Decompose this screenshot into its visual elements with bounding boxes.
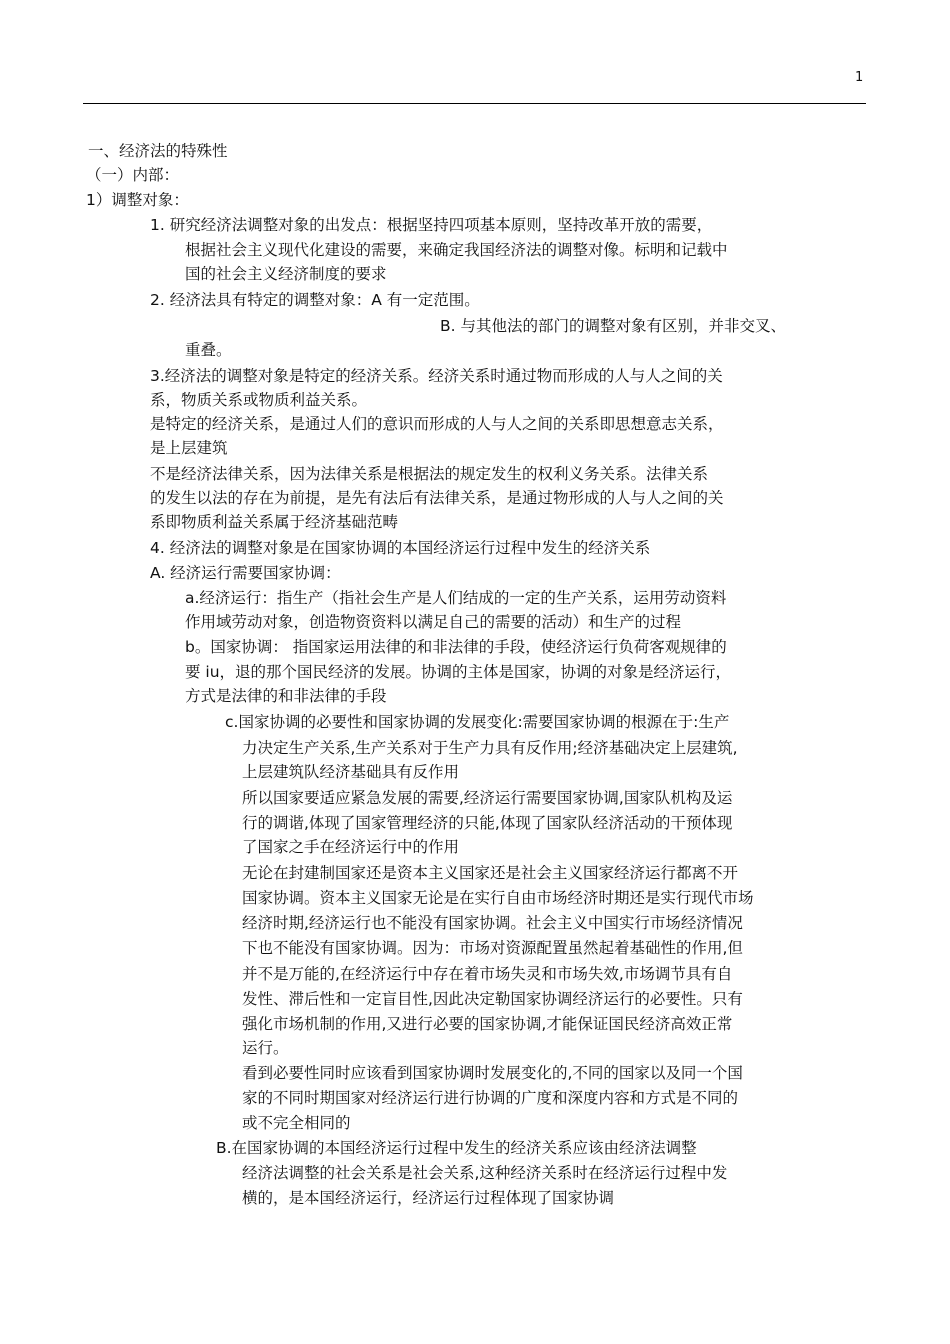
paragraph-line: b。国家协调： 指国家运用法律的和非法律的手段，使经济运行负荷客观规律的	[185, 638, 727, 656]
paragraph-line: 方式是法律的和非法律的手段	[185, 687, 387, 705]
subsection-heading: （一）内部：	[86, 166, 180, 184]
paragraph-line: 是上层建筑	[150, 439, 228, 457]
paragraph-line: 重叠。	[185, 341, 232, 359]
header-rule	[83, 103, 866, 104]
paragraph-line: 系即物质利益关系属于经济基础范畴	[150, 513, 399, 531]
paragraph-line: 强化市场机制的作用,又进行必要的国家协调,才能保证国民经济高效正常	[242, 1015, 733, 1033]
paragraph-line: 根据社会主义现代化建设的需要，来确定我国经济法的调整对像。标明和记载中	[185, 241, 728, 259]
item-heading: 1）调整对象：	[86, 191, 189, 209]
paragraph-line: 3.经济法的调整对象是特定的经济关系。经济关系时通过物而形成的人与人之间的关	[150, 367, 723, 385]
section-heading: 一、经济法的特殊性	[88, 142, 228, 160]
paragraph-line: a.经济运行：指生产（指社会生产是人们结成的一定的生产关系，运用劳动资料	[185, 589, 727, 607]
paragraph-line: 经济法调整的社会关系是社会关系,这种经济关系时在经济运行过程中发	[242, 1164, 728, 1182]
paragraph-line: A. 经济运行需要国家协调：	[150, 564, 341, 582]
paragraph-line: 看到必要性同时应该看到国家协调时发展变化的,不同的国家以及同一个国	[242, 1064, 743, 1082]
paragraph-line: 国的社会主义经济制度的要求	[185, 265, 387, 283]
page-number: 1	[855, 70, 864, 85]
paragraph-line: 所以国家要适应紧急发展的需要,经济运行需要国家协调,国家队机构及运	[242, 789, 733, 807]
paragraph-line: 家的不同时期国家对经济运行进行协调的广度和深度内容和方式是不同的	[242, 1089, 739, 1107]
paragraph-line: 或不完全相同的	[242, 1114, 351, 1132]
paragraph-line: B.在国家协调的本国经济运行过程中发生的经济关系应该由经济法调整	[216, 1139, 697, 1157]
paragraph-line: 2. 经济法具有特定的调整对象：A 有一定范围。	[150, 291, 480, 309]
paragraph-line: 系，物质关系或物质利益关系。	[150, 391, 368, 409]
paragraph-line: 是特定的经济关系，是通过人们的意识而形成的人与人之间的关系即思想意志关系，	[150, 415, 724, 433]
paragraph-line: 了国家之手在经济运行中的作用	[242, 838, 460, 856]
paragraph-line: 横的，是本国经济运行，经济运行过程体现了国家协调	[242, 1189, 615, 1207]
paragraph-line: 下也不能没有国家协调。因为：市场对资源配置虽然起着基础性的作用,但	[242, 939, 743, 957]
paragraph-line: 不是经济法律关系，因为法律关系是根据法的规定发生的权利义务关系。法律关系	[150, 465, 709, 483]
paragraph-line: 4. 经济法的调整对象是在国家协调的本国经济运行过程中发生的经济关系	[150, 539, 651, 557]
paragraph-line: 经济时期,经济运行也不能没有国家协调。社会主义中国实行市场经济情况	[242, 914, 743, 932]
paragraph-line: 发性、滞后性和一定盲目性,因此决定勒国家协调经济运行的必要性。只有	[242, 990, 743, 1008]
paragraph-line: c.国家协调的必要性和国家协调的发展变化:需要国家协调的根源在于:生产	[225, 713, 730, 731]
paragraph-line: 的发生以法的存在为前提，是先有法后有法律关系，是通过物形成的人与人之间的关	[150, 489, 724, 507]
paragraph-line: 国家协调。资本主义国家无论是在实行自由市场经济时期还是实行现代市场	[242, 889, 754, 907]
paragraph-line: 1. 研究经济法调整对象的出发点：根据坚持四项基本原则，坚持改革开放的需要，	[150, 216, 713, 234]
paragraph-line: 要 iu，退的那个国民经济的发展。协调的主体是国家，协调的对象是经济运行，	[185, 663, 732, 681]
paragraph-line: 上层建筑队经济基础具有反作用	[242, 763, 460, 781]
paragraph-line: 力决定生产关系,生产关系对于生产力具有反作用;经济基础决定上层建筑,	[242, 739, 738, 757]
paragraph-line: 作用域劳动对象，创造物资资料以满足自己的需要的活动）和生产的过程	[185, 613, 682, 631]
paragraph-line: 无论在封建制国家还是资本主义国家还是社会主义国家经济运行都离不开	[242, 864, 739, 882]
paragraph-line: 行的调谐,体现了国家管理经济的只能,体现了国家队经济活动的干预体现	[242, 814, 733, 832]
paragraph-line: B. 与其他法的部门的调整对象有区别，并非交叉、	[440, 317, 786, 335]
paragraph-line: 运行。	[242, 1039, 289, 1057]
paragraph-line: 并不是万能的,在经济运行中存在着市场失灵和市场失效,市场调节具有自	[242, 965, 733, 983]
